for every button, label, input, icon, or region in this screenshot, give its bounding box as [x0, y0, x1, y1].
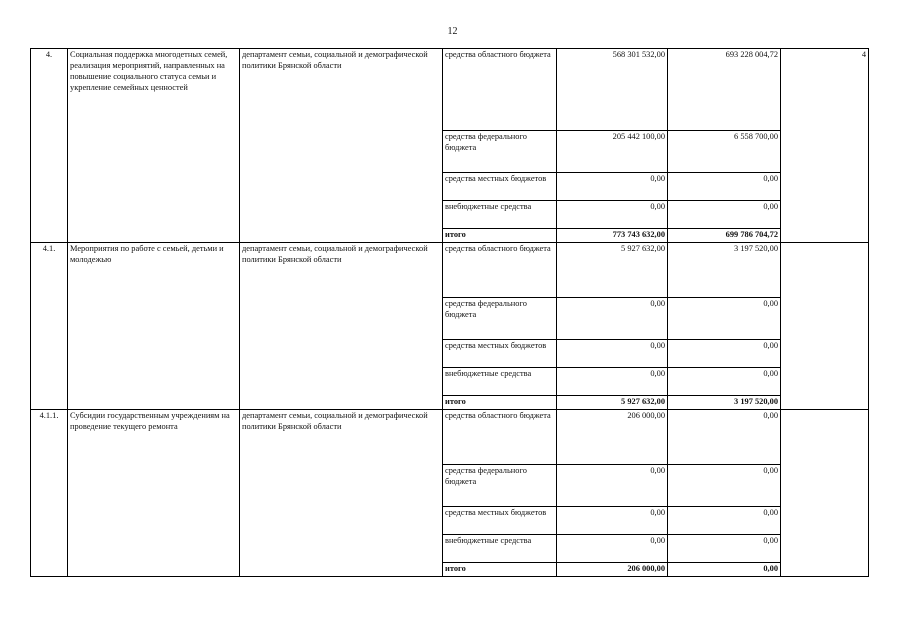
- amount-year-1-total: 206 000,00: [557, 562, 668, 576]
- item-number: 4.1.: [31, 242, 68, 409]
- funding-source: средства областного бюджета: [443, 409, 557, 464]
- funding-source: внебюджетные средства: [443, 534, 557, 562]
- amount-year-1: 0,00: [557, 506, 668, 534]
- amount-year-1: 205 442 100,00: [557, 131, 668, 173]
- funding-source: средства областного бюджета: [443, 49, 557, 131]
- amount-year-1: 5 927 632,00: [557, 242, 668, 297]
- amount-year-1: 0,00: [557, 173, 668, 201]
- amount-year-1: 206 000,00: [557, 409, 668, 464]
- funding-source: внебюджетные средства: [443, 201, 557, 229]
- amount-year-1-total: 5 927 632,00: [557, 395, 668, 409]
- funding-source: средства федерального бюджета: [443, 131, 557, 173]
- amount-year-2: 0,00: [668, 297, 781, 339]
- item-title: Мероприятия по работе с семьей, детьми и молодежью: [68, 242, 240, 409]
- amount-year-1: 568 301 532,00: [557, 49, 668, 131]
- amount-year-2: 0,00: [668, 534, 781, 562]
- amount-year-2: 0,00: [668, 409, 781, 464]
- item-executor: департамент семьи, социальной и демографической политики Брянской области: [240, 409, 443, 576]
- amount-year-2: 693 228 004,72: [668, 49, 781, 131]
- amount-year-2: 3 197 520,00: [668, 242, 781, 297]
- funding-source: средства федерального бюджета: [443, 297, 557, 339]
- amount-year-2: 0,00: [668, 367, 781, 395]
- amount-year-1: 0,00: [557, 534, 668, 562]
- table-row: [31, 242, 869, 297]
- item-title: Субсидии государственным учреждениям на проведение текущего ремонта: [68, 409, 240, 576]
- amount-year-2-total: 0,00: [668, 562, 781, 576]
- item-number: 4.: [31, 49, 68, 243]
- note-cell: [781, 242, 869, 409]
- amount-year-2: 0,00: [668, 506, 781, 534]
- amount-year-2-total: 3 197 520,00: [668, 395, 781, 409]
- funding-source-total: итого: [443, 562, 557, 576]
- item-title: Социальная поддержка многодетных семей, реализация мероприятий, направленных на повышение социального статуса семьи и укрепление семейных ценностей: [68, 49, 240, 243]
- amount-year-1: 0,00: [557, 201, 668, 229]
- page-number: 12: [447, 26, 458, 37]
- amount-year-1: 0,00: [557, 367, 668, 395]
- funding-source: средства местных бюджетов: [443, 506, 557, 534]
- note-cell: 4: [781, 49, 869, 243]
- item-number: 4.1.1.: [31, 409, 68, 576]
- item-executor: департамент семьи, социальной и демографической политики Брянской области: [240, 242, 443, 409]
- amount-year-1-total: 773 743 632,00: [557, 229, 668, 243]
- amount-year-2: 0,00: [668, 464, 781, 506]
- funding-source: средства местных бюджетов: [443, 173, 557, 201]
- amount-year-1: 0,00: [557, 297, 668, 339]
- item-executor: департамент семьи, социальной и демографической политики Брянской области: [240, 49, 443, 243]
- table-row: [31, 409, 869, 464]
- funding-source: средства областного бюджета: [443, 242, 557, 297]
- amount-year-2-total: 699 786 704,72: [668, 229, 781, 243]
- amount-year-2: 0,00: [668, 339, 781, 367]
- funding-source: внебюджетные средства: [443, 367, 557, 395]
- amount-year-1: 0,00: [557, 464, 668, 506]
- budget-table: [30, 48, 869, 577]
- funding-source-total: итого: [443, 395, 557, 409]
- amount-year-2: 0,00: [668, 201, 781, 229]
- note-cell: [781, 409, 869, 576]
- amount-year-1: 0,00: [557, 339, 668, 367]
- amount-year-2: 0,00: [668, 173, 781, 201]
- amount-year-2: 6 558 700,00: [668, 131, 781, 173]
- funding-source-total: итого: [443, 229, 557, 243]
- funding-source: средства федерального бюджета: [443, 464, 557, 506]
- funding-source: средства местных бюджетов: [443, 339, 557, 367]
- table-row: [31, 49, 869, 131]
